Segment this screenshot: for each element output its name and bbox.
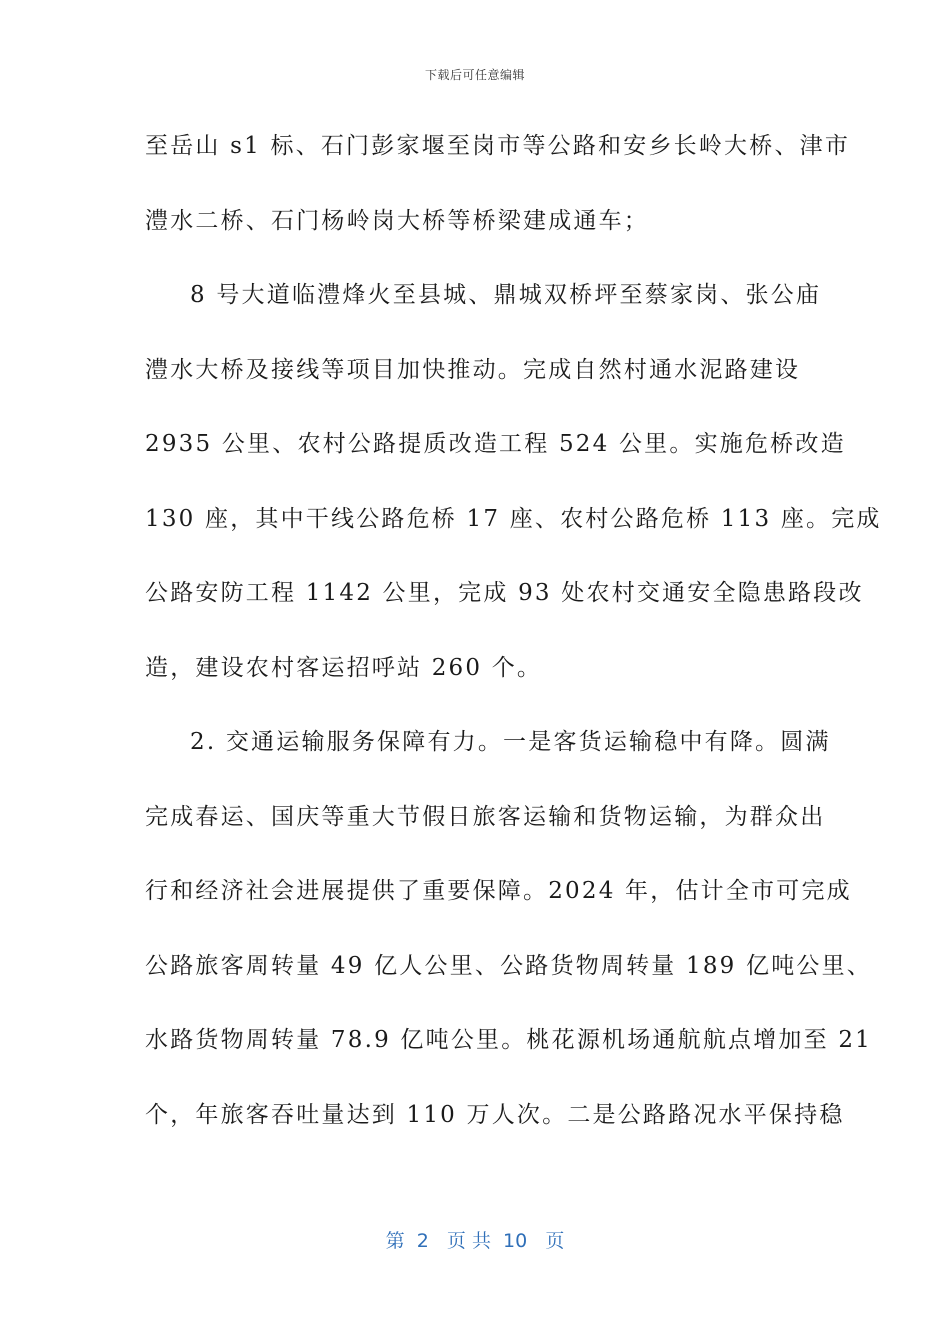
text-line-13: 水路货物周转量 78.9 亿吨公里。桃花源机场通航航点增加至 21 (145, 1027, 873, 1053)
text-line-14: 个，年旅客吞吐量达到 110 万人次。二是公路路况水平保持稳 (145, 1101, 845, 1128)
document-body (145, 126, 882, 1169)
text-line-5: 2935 公里、农村公路提质改造工程 524 公里。实施危桥改造 (145, 431, 846, 457)
page-header: 下载后可任意编辑 (424, 68, 525, 82)
text-line-8: 造，建设农村客运招呼站 260 个。 (145, 654, 543, 681)
text-line-4: 澧水大桥及接线等项目加快推动。完成自然村通水泥路建设 (145, 356, 801, 383)
text-line-1: 至岳山 s1 标、石门彭家堰至岗市等公路和安乡长岭大桥、津市 (145, 133, 851, 159)
page-footer: 第 2 页 共 10 页 (385, 1230, 565, 1252)
text-line-12: 公路旅客周转量 49 亿人公里、公路货物周转量 189 亿吨公里、 (145, 952, 873, 979)
text-line-6: 130 座，其中干线公路危桥 17 座、农村公路危桥 113 座。完成 (145, 505, 882, 532)
text-line-9: 2. 交通运输服务保障有力。一是客货运输稳中有降。圆满 (190, 729, 831, 755)
text-line-2: 澧水二桥、石门杨岭岗大桥等桥梁建成通车； (145, 207, 649, 234)
text-line-11: 行和经济社会进展提供了重要保障。2024 年，估计全市可完成 (145, 878, 852, 904)
text-line-7: 公路安防工程 1142 公里，完成 93 处农村交通安全隐患路段改 (145, 580, 864, 606)
text-line-10: 完成春运、国庆等重大节假日旅客运输和货物运输，为群众出 (145, 803, 826, 830)
text-line-3: 8 号大道临澧烽火至县城、鼎城双桥坪至蔡家岗、张公庙 (190, 282, 822, 308)
